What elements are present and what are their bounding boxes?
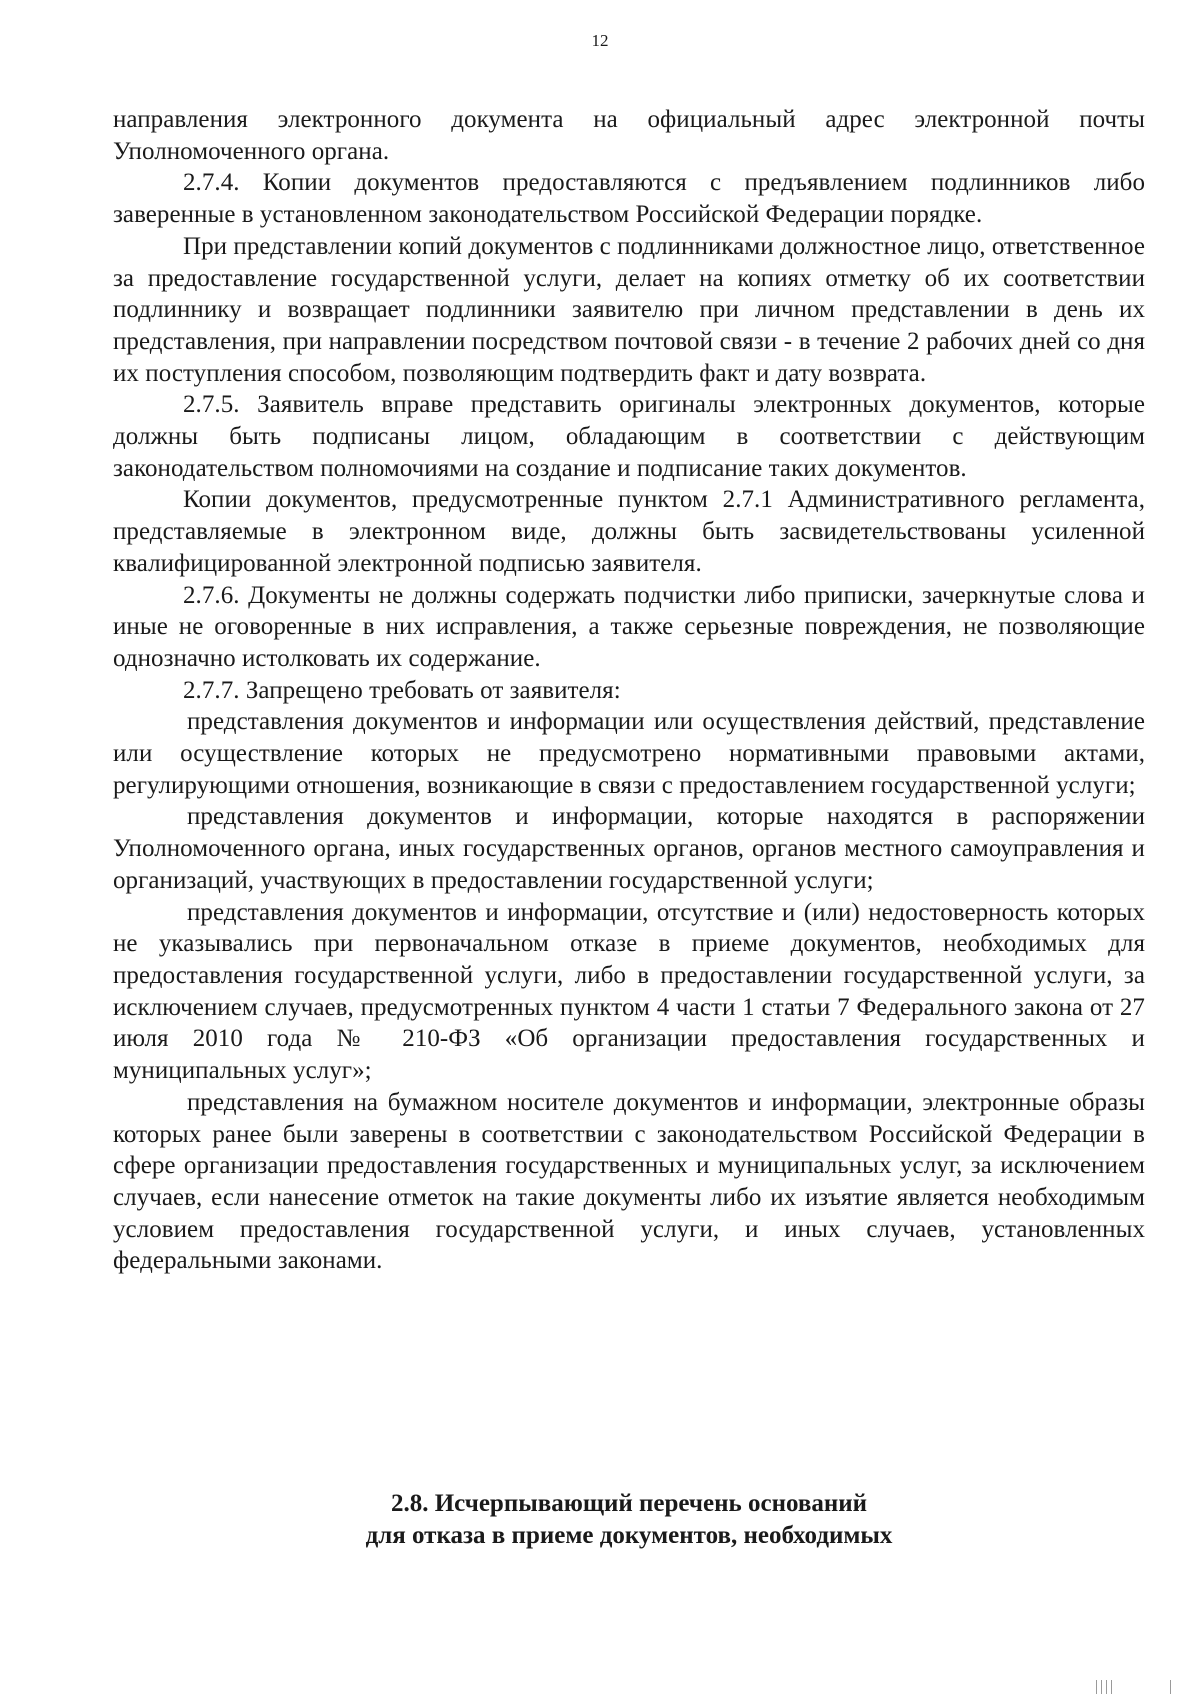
list-item-initial-refusal: представления документов и информации, отсутствие и (или) недостоверность которых не указывались при первоначальном отказе в приеме документов, необходимых для предоставления государственной услуги, либо в предоставлении государственной услуги, за исключением случаев, предусмотренных пунктом 4 части 1 статьи 7 Федерального закона от 27 июля 2010 года № 210-ФЗ «Об организации предоставления государственных и муниципальных услуг»; xyxy=(113,898,1145,1085)
section-heading-line-1: 2.8. Исчерпывающий перечень оснований xyxy=(390,1490,868,1517)
scan-artifact-mark xyxy=(1096,1680,1097,1694)
paragraph-copies-with-originals: При представлении копий документов с подлинниками должностное лицо, ответственное за предоставление государственной услуги, делает на копиях отметку об их соответствии подлиннику и возвращает подлинники заявителю при личном представлении в день их представления, при направлении посредством почтовой связи - в течение 2 рабочих дней со дня их поступления способом, позволяющим подтвердить факт и дату возврата. xyxy=(113,232,1145,387)
scan-artifact-mark xyxy=(1106,1680,1107,1694)
paragraph-2-7-7: 2.7.7. Запрещено требовать от заявителя: xyxy=(183,676,621,704)
scan-artifact-mark xyxy=(1111,1680,1112,1694)
section-heading-2-8 xyxy=(113,1488,1145,1552)
list-item-paper-copies: представления на бумажном носителе документов и информации, электронные образы которых ранее были заверены в соответствии с законодательством Российской Федерации в сфере организации предоставления государственных и муниципальных услуг, за исключением случаев, если нанесение отметок на такие документы либо их изъятие является необходимым условием предоставления государственной услуги, и иных случаев, установленных федеральными законами. xyxy=(113,1088,1145,1275)
section-heading-line-2: для отказа в приеме документов, необходимых xyxy=(365,1522,893,1549)
paragraph-email-delivery: направления электронного документа на официальный адрес электронной почты Уполномоченного органа. xyxy=(113,106,1145,165)
scan-artifact-mark xyxy=(1170,1680,1171,1694)
list-item-actions: представления документов и информации или осуществления действий, представление или осуществление которых не предусмотрено нормативными правовыми актами, регулирующими отношения, возникающие в связи с предоставлением государственной услуги; xyxy=(113,708,1145,799)
paragraph-2-7-4: 2.7.4. Копии документов предоставляются с предъявлением подлинников либо заверенные в установленном законодательством Российской Федерации порядке. xyxy=(113,169,1145,229)
paragraph-2-7-6: 2.7.6. Документы не должны содержать подчистки либо приписки, зачеркнутые слова и иные не оговоренные в них исправления, а также серьезные повреждения, не позволяющие однозначно истолковать их содержание. xyxy=(113,581,1145,672)
document-body xyxy=(113,104,1145,1277)
page-number: 12 xyxy=(591,31,609,50)
paragraph-2-7-5: 2.7.5. Заявитель вправе представить оригиналы электронных документов, которые должны быть подписаны лицом, обладающим в соответствии с действующим законодательством полномочиями на создание и подписание таких документов. xyxy=(113,391,1145,482)
paragraph-electronic-copies: Копии документов, предусмотренные пунктом 2.7.1 Административного регламента, представляемые в электронном виде, должны быть засвидетельствованы усиленной квалифицированной электронной подписью заявителя. xyxy=(113,486,1145,577)
list-item-documents-in-possession: представления документов и информации, которые находятся в распоряжении Уполномоченного органа, иных государственных органов, органов местного самоуправления и организаций, участвующих в предоставлении государственной услуги; xyxy=(113,803,1145,894)
scan-artifact-mark xyxy=(1101,1680,1102,1694)
